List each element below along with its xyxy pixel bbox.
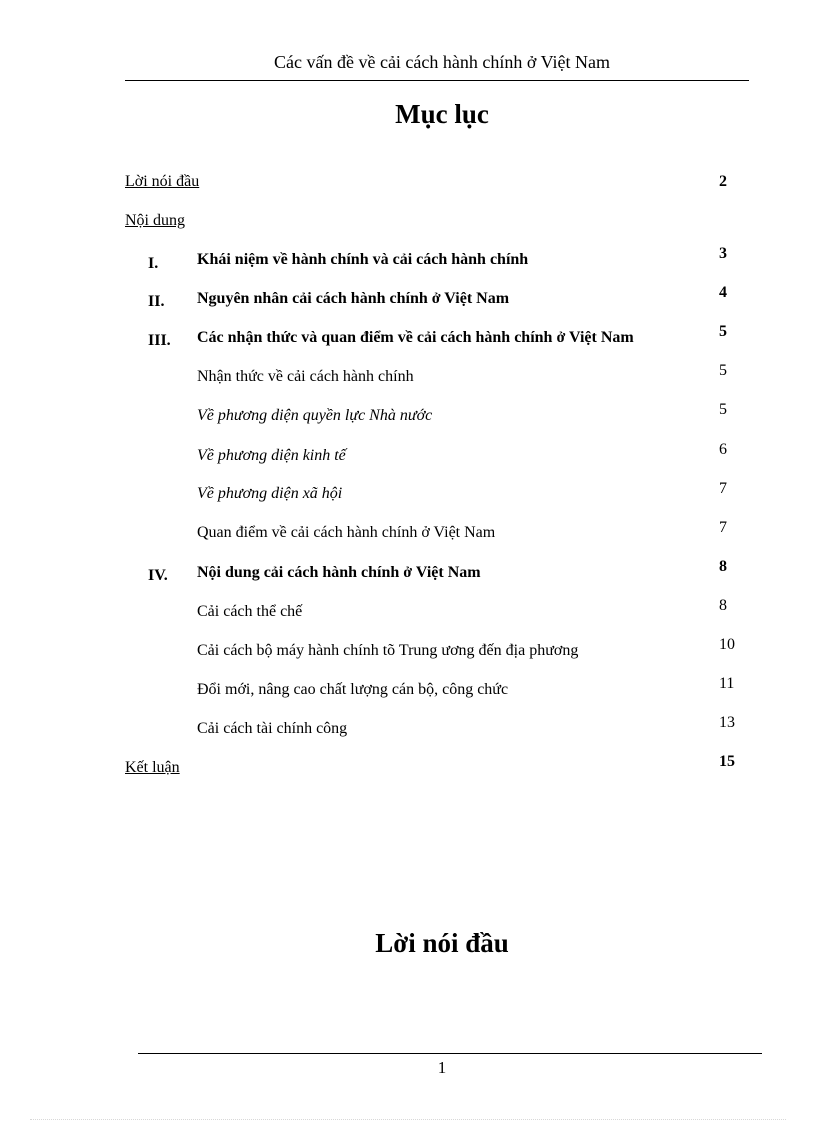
section-heading: Lời nói đầu xyxy=(375,928,509,958)
toc-entry-foreword[interactable]: Lời nói đầu xyxy=(125,173,200,190)
toc-page-iii-1: 5 xyxy=(719,362,727,379)
toc-num-iii: III. xyxy=(148,332,171,349)
toc-num-iv: IV. xyxy=(148,567,168,584)
toc-page-ii: 4 xyxy=(719,284,727,301)
toc-entry-content[interactable]: Nội dung xyxy=(125,212,185,229)
toc-page-foreword: 2 xyxy=(719,173,727,190)
toc-entry-conclusion[interactable]: Kết luận xyxy=(125,759,180,776)
toc-page-iv-2: 10 xyxy=(719,636,735,653)
toc-page-iii: 5 xyxy=(719,323,727,340)
toc-page-iii-1a: 5 xyxy=(719,401,727,418)
toc-page-iv-4: 13 xyxy=(719,714,735,731)
page-bottom-edge xyxy=(30,1119,786,1120)
toc-entry-iii[interactable]: Các nhận thức và quan điểm về cải cách hành chính ở Việt Nam xyxy=(197,329,634,346)
toc-entry-iv-2[interactable]: Cải cách bộ máy hành chính tõ Trung ương đến địa phương xyxy=(197,642,579,659)
toc-entry-iv[interactable]: Nội dung cải cách hành chính ở Việt Nam xyxy=(197,564,481,581)
toc-entry-iii-1c[interactable]: Về phương diện xã hội xyxy=(197,485,343,502)
toc-entry-iii-1[interactable]: Nhận thức về cải cách hành chính xyxy=(197,368,414,385)
toc-page-iii-1b: 6 xyxy=(719,441,727,458)
running-header: Các vấn đề về cải cách hành chính ở Việt Nam xyxy=(274,52,610,72)
page-number: 1 xyxy=(437,1058,447,1077)
toc-entry-iv-4[interactable]: Cải cách tài chính công xyxy=(197,720,348,737)
toc-page-iii-1c: 7 xyxy=(719,480,727,497)
toc-num-i: I. xyxy=(148,255,159,272)
toc-page-iii-2: 7 xyxy=(719,519,727,536)
toc-entry-iv-3[interactable]: Đổi mới, nâng cao chất lượng cán bộ, công chức xyxy=(197,681,509,698)
toc-page-conclusion: 15 xyxy=(719,753,735,770)
toc-num-ii: II. xyxy=(148,293,165,310)
toc-page-iv: 8 xyxy=(719,558,727,575)
header-rule xyxy=(125,80,749,81)
footer-rule xyxy=(138,1053,762,1054)
toc-title: Mục lục xyxy=(395,99,489,129)
toc-entry-ii[interactable]: Nguyên nhân cải cách hành chính ở Việt Nam xyxy=(197,290,510,307)
toc-page-iv-3: 11 xyxy=(719,675,735,692)
toc-page-i: 3 xyxy=(719,245,727,262)
toc-entry-i[interactable]: Khái niệm về hành chính và cải cách hành chính xyxy=(197,251,529,268)
toc-page-iv-1: 8 xyxy=(719,597,727,614)
toc-entry-iii-2[interactable]: Quan điểm về cải cách hành chính ở Việt Nam xyxy=(197,524,496,541)
toc-entry-iv-1[interactable]: Cải cách thể chế xyxy=(197,603,303,620)
toc-entry-iii-1a[interactable]: Về phương diện quyền lực Nhà nước xyxy=(197,407,433,424)
toc-entry-iii-1b[interactable]: Về phương diện kinh tế xyxy=(197,447,346,464)
